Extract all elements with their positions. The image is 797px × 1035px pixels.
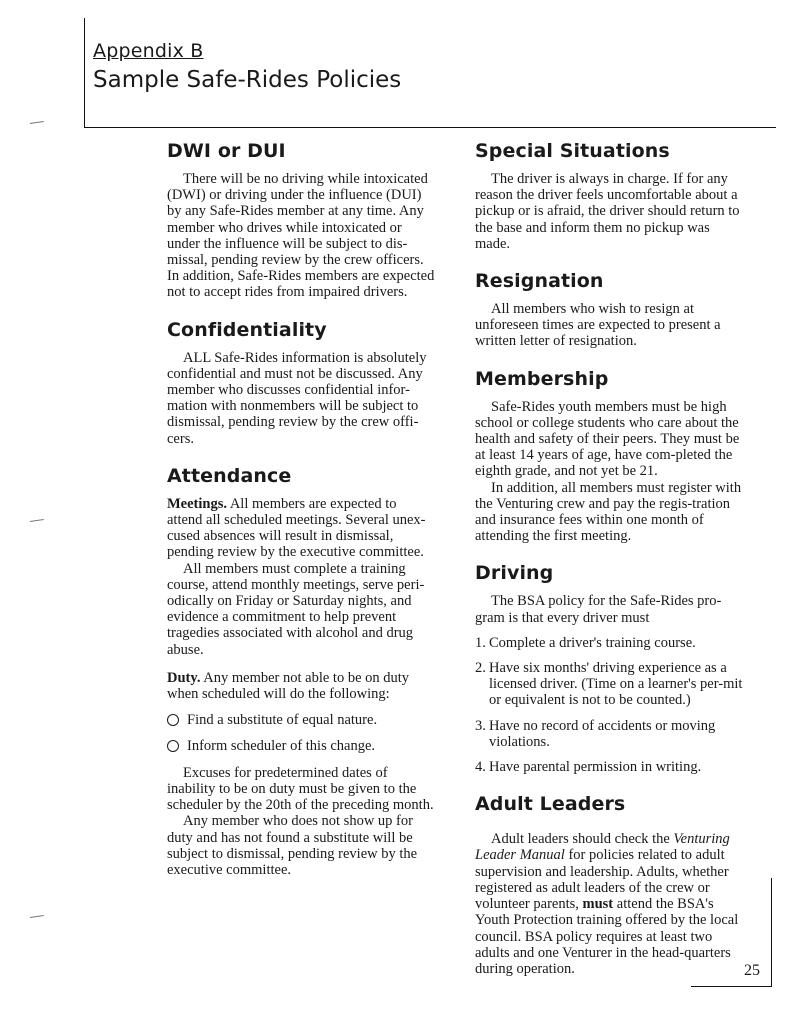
section-special-situations: [475, 140, 743, 252]
header-rule-horizontal: [84, 127, 776, 128]
binding-mark: [30, 519, 44, 524]
item-number: 1.: [475, 634, 486, 651]
section-heading: Membership: [475, 367, 609, 390]
section-attendance: [167, 465, 435, 878]
circle-bullet-icon: [167, 740, 179, 752]
paragraph-adult-leaders: [475, 831, 743, 977]
paragraph-text: Any member not able to be on duty when scheduled will do the following:: [167, 669, 410, 703]
section-membership: [475, 368, 743, 545]
section-dwi: [167, 140, 435, 301]
right-column: [475, 140, 743, 995]
item-text: Have parental permission in writing.: [489, 759, 702, 776]
section-heading: Confidentiality: [167, 318, 327, 341]
binding-mark: [30, 915, 44, 920]
appendix-label: Appendix B: [93, 40, 204, 62]
paragraph-text: attend the BSA's Youth Protection training offered by the local council. BSA policy requires at least two adults and one Venturer in the head-quarters during operation.: [475, 896, 739, 977]
paragraph: In addition, all members must register with the Venturing crew and pay the regis-tration and insurance fees within one month of attending the first meeting.: [475, 479, 742, 545]
numbered-item: [475, 635, 743, 651]
section-driving: [475, 562, 743, 775]
paragraph: All members who wish to resign at unforeseen times are expected to present a written letter of resignation.: [475, 301, 721, 350]
list-item-text: Find a substitute of equal nature.: [187, 712, 378, 729]
paragraph-duty: [167, 670, 435, 702]
item-number: 4.: [475, 759, 486, 776]
header-rule-vertical: [84, 18, 85, 128]
item-number: 2.: [475, 660, 486, 677]
emphasis: must: [582, 896, 614, 913]
list-item: [167, 712, 435, 728]
section-confidentiality: [167, 319, 435, 447]
section-resignation: [475, 270, 743, 350]
paragraph: All members must complete a training course, attend monthly meetings, serve peri-odically on Friday or Saturday nights, and evidence a commitment to help prevent tragedies associated with alcohol and drug abuse.: [167, 560, 425, 658]
section-heading: Special Situations: [475, 140, 670, 162]
manual-title: Venturing Leader Manual: [475, 831, 730, 864]
paragraph: Excuses for predetermined dates of inability to be on duty must be given to the scheduler by the 20th of the preceding month.: [167, 764, 434, 814]
footer-rule-horizontal: [691, 986, 772, 987]
section-heading: Driving: [475, 562, 554, 585]
paragraph-text: All members are expected to attend all scheduled meetings. Several unex-cused absences will result in dismissal, pending review by the executive committee.: [167, 495, 426, 561]
paragraph: ALL Safe-Rides information is absolutely confidential and must not be discussed. Any member who discusses confidential infor-mation with nonmembers will be subject to dismissal, pending review by the crew offi-cers.: [167, 349, 427, 447]
numbered-item: [475, 718, 743, 750]
run-in-label: Meetings.: [167, 495, 227, 512]
list-item-text: Inform scheduler of this change.: [187, 738, 376, 755]
paragraph: The BSA policy for the Safe-Rides pro-gram is that every driver must: [475, 593, 722, 626]
list-item: [167, 738, 435, 754]
paragraph: The driver is always in charge. If for any reason the driver feels uncomfortable about a pickup or is afraid, the driver should return to the base and inform them no pickup was made.: [475, 171, 740, 252]
paragraph-text: Adult leaders should check the: [491, 831, 674, 848]
section-heading: DWI or DUI: [167, 140, 286, 162]
paragraph: Safe-Rides youth members must be high school or college students who care about the health and safety of their peers. They must be at least 14 years of age, have com-pleted the eighth grade, and not yet be 21.: [475, 398, 740, 480]
item-text: Have six months' driving experience as a licensed driver. (Time on a learner's per-mit or equivalent is not to be counted.): [489, 660, 743, 709]
numbered-item: [475, 660, 743, 709]
section-heading: Adult Leaders: [475, 793, 626, 816]
paragraph: There will be no driving while intoxicated (DWI) or driving under the influence (DUI) by any Safe-Rides member at any time. Any member who drives while intoxicated or under the influence will be subject to dis-missal, pending review by the crew officers. In addition, Safe-Rides members are expected not to accept rides from impaired drivers.: [167, 171, 435, 301]
section-heading: Attendance: [167, 464, 292, 487]
left-column: [167, 140, 435, 896]
item-text: Complete a driver's training course.: [489, 634, 696, 651]
section-heading: Resignation: [475, 270, 604, 293]
paragraph: Any member who does not show up for duty and has not found a substitute will be subject to dismissal, pending review by the executive committee.: [167, 813, 418, 878]
item-number: 3.: [475, 717, 486, 734]
paragraph-meetings: [167, 496, 435, 561]
circle-bullet-icon: [167, 714, 179, 726]
page-number: 25: [744, 962, 760, 979]
section-adult-leaders: [475, 793, 743, 977]
paragraph-text: for policies related to adult supervision and leadership. Adults, whether registered as adult leaders of the crew or volunteer parents,: [475, 847, 729, 913]
binding-mark: [30, 121, 44, 126]
run-in-label: Duty.: [167, 669, 201, 686]
numbered-item: [475, 759, 743, 775]
item-text: Have no record of accidents or moving violations.: [489, 717, 716, 750]
footer-rule-vertical: [771, 878, 772, 986]
page-title: Sample Safe-Rides Policies: [93, 67, 402, 93]
